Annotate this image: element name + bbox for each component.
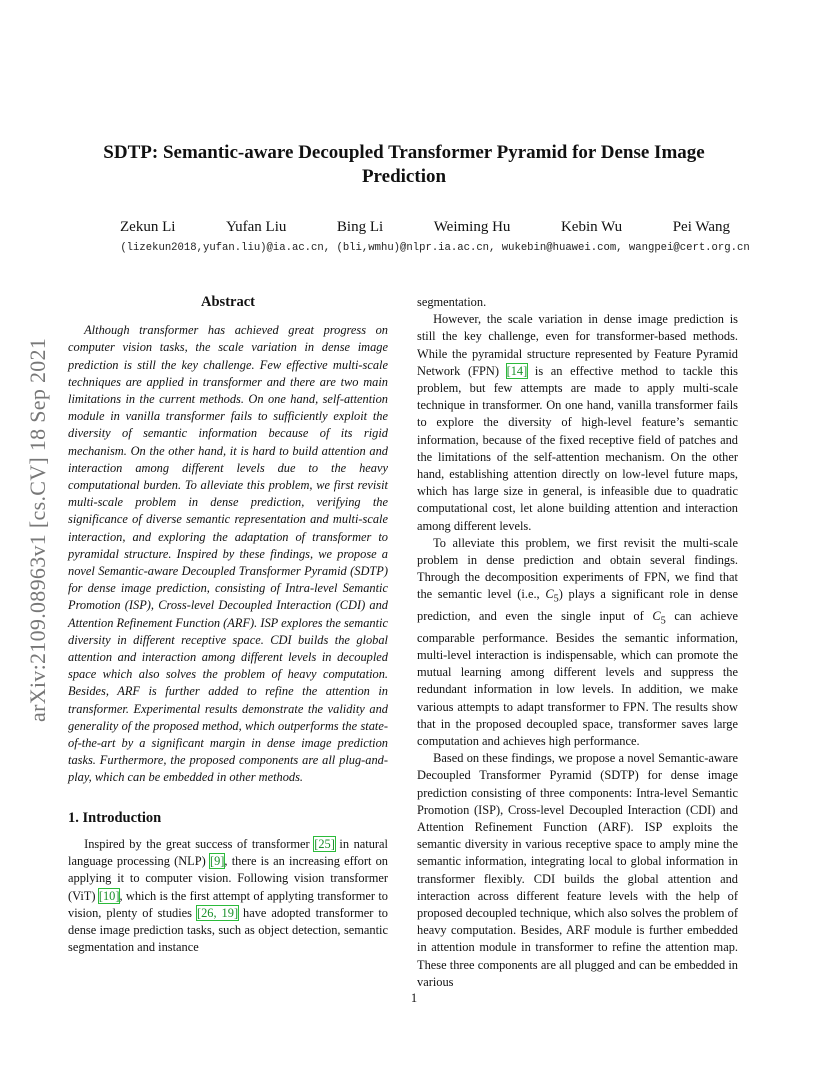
math-subscript: 5 bbox=[553, 593, 559, 605]
body-paragraph: Based on these findings, we propose a novel Semantic-aware Decoupled Transformer Pyramid (SDTP) for dense image prediction consisting of three components: Intra-level Semantic Promotion (ISP), Cross-level Decoupled Interaction (CDI) and Attention Refinement Function (ARF). ISP exploits the semantic diversity in various receptive space to amply mine the semantic information, integrating local to global information in transformer flexibly. CDI builds the global attention and interaction across different feature levels with the help of proposed decoupled technique, which also solves the problem of heavy computation. Besides, ARF module is further embedded in attention module in transformer to refine the attention map. These three components are all plugged and can be embedded in various bbox=[417, 751, 738, 989]
right-column bbox=[417, 294, 738, 991]
body-paragraph: However, the scale variation in dense image prediction is still the key challenge, even for transformer-based methods. While the pyramidal structure represented by Feature Pyramid Network (FPN) [14] is an effective method to tackle this problem, but few attempts are made to apply multi-scale technique in transformer. On one hand, vanilla transformer fails to explore the diversity of high-level feature’s semantic information, because of the fixed receptive field of patches and the limitations of the self-attention mechanism. On the other hand, establishing attention directly on low-level future maps, which has large size in general, is infeasible due to quadratic computational cost, let alone building attention and interaction among different levels. bbox=[417, 312, 738, 533]
continued-text: segmentation. bbox=[417, 295, 487, 309]
abstract-text: Although transformer has achieved great progress on computer vision tasks, the scale variation in dense image prediction is still the key challenge. Few effective multi-scale techniques are applied in transformer and there are two main limitations in the current methods. On one hand, self-attention module in vanilla transformer fails to sufficiently exploit the diversity of semantic information because of its rigid mechanism. On the other hand, it is hard to build attention and interaction among different levels due to the heavy computational burden. To alleviate this problem, we first revisit multi-scale problem in dense prediction, verifying the significance of diverse semantic representation and multi-scale interaction, and exploring the adaptation of transformer to pyramidal structure. Inspired by these findings, we propose a novel Semantic-aware Decoupled Transformer Pyramid (SDTP) for dense image prediction, consisting of Intra-level Semantic Promotion (ISP), Cross-level Decoupled Interaction (CDI) and Attention Refinement Function (ARF). ISP explores the semantic diversity in different receptive space. CDI builds the global attention and interaction among different levels in decoupled space which also solves the problem of heavy computation. Besides, ARF is further added to refine the attention in transformer. Experimental results demonstrate the validity and generality of the proposed method, which outperforms the state-of-the-art by a significant margin in dense image prediction tasks. Furthermore, the proposed components are all plug-and-play, which can be embedded in other methods. bbox=[68, 323, 388, 785]
citation-link[interactable]: [14] bbox=[506, 363, 528, 378]
citation-link[interactable]: [9] bbox=[209, 854, 225, 869]
author-name: Weiming Hu bbox=[433, 219, 511, 235]
citation-link[interactable]: [10] bbox=[98, 888, 120, 903]
math-symbol: C bbox=[652, 609, 661, 624]
citation-link[interactable]: [26, 19] bbox=[196, 905, 239, 920]
page-number: 1 bbox=[410, 991, 418, 1005]
author-list bbox=[120, 219, 730, 236]
math-subscript: 5 bbox=[660, 615, 666, 627]
introduction-heading: 1. Introduction bbox=[68, 809, 162, 826]
arxiv-identifier: arXiv:2109.08963v1 [cs.CV] 18 Sep 2021 bbox=[25, 337, 50, 723]
left-column bbox=[68, 294, 388, 956]
intro-paragraph: Inspired by the great success of transformer [25] in natural language processing (NLP) [9], there is an increasing effort on applying it to computer vision. Following vision transformer (ViT) [10], which is the first attempt of applyting transformer to vision, plenty of studies [26, 19] have adopted transformer to dense image prediction tasks, such as object detection, semantic segmentation and instance bbox=[68, 836, 389, 955]
author-name: Yufan Liu bbox=[225, 219, 287, 235]
body-paragraph: To alleviate this problem, we first revisit the multi-scale problem in dense prediction and obtain several findings. Through the decomposition experiments of FPN, we find that the semantic level (i.e., $C_5$) plays a significant role in dense prediction, and even the single input of $C_5$ can achieve comparable performance. Besides the semantic information, multi-level interaction is indispensable, which can promote the mutual learning among different levels and suppress the redundant information in low levels. In addition, we make various attempts to adapt transformer to FPN. The results show that in the proposed decoupled space, transformer saves large computation and achieves high performance. bbox=[417, 535, 738, 749]
author-name: Kebin Wu bbox=[560, 219, 623, 235]
author-emails: (lizekun2018,yufan.liu)@ia.ac.cn, (bli,wmhu)@nlpr.ia.ac.cn, wukebin@huawei.com, wangpei@cert.org.cn bbox=[120, 242, 750, 254]
author-name: Bing Li bbox=[336, 219, 384, 235]
citation-link[interactable]: [25] bbox=[314, 836, 335, 851]
author-name: Zekun Li bbox=[120, 219, 176, 235]
abstract-heading: Abstract bbox=[201, 294, 255, 310]
author-name: Pei Wang bbox=[672, 219, 730, 235]
math-symbol: C bbox=[545, 587, 554, 602]
paper-title: SDTP: Semantic-aware Decoupled Transformer Pyramid for Dense Image Prediction bbox=[103, 142, 705, 187]
